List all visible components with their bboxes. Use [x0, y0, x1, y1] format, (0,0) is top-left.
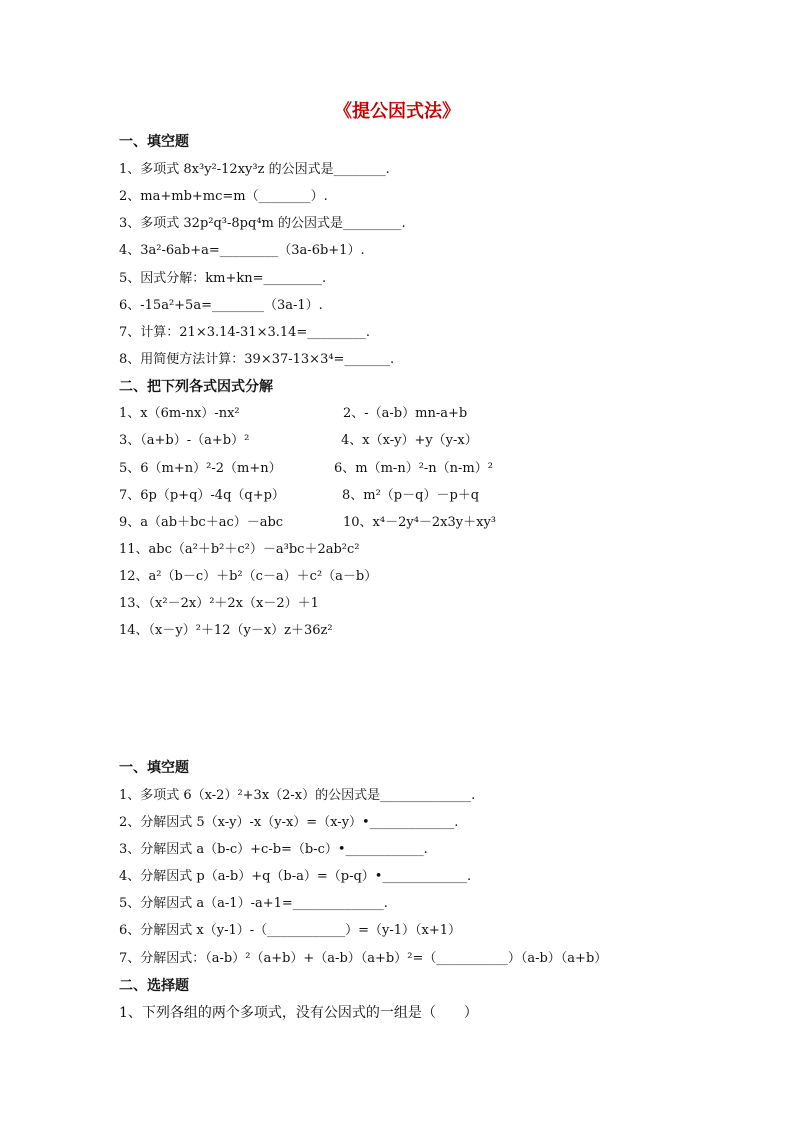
question-item: 12、a²（b－c）＋b²（c－a）＋c²（a－b） [119, 569, 378, 584]
question-item: 3、（a+b）-（a+b）² [119, 433, 250, 448]
question-item: 5、6（m+n）²-2（m+n） [119, 461, 282, 476]
question-item: 1、多项式 8x³y²-12xy³z 的公因式是________. [119, 162, 390, 177]
question-item: 13、（x²－2x）²＋2x（x－2）＋1 [119, 596, 319, 611]
question-item: 8、用简便方法计算：39×37-13×3⁴=_______. [119, 352, 395, 367]
question-item: 7、计算：21×3.14-31×3.14=_________. [119, 325, 370, 340]
question-item: 1、多项式 6（x-2）²+3x（2-x）的公因式是______________. [119, 788, 476, 803]
question-item: 3、多项式 32p²q³-8pq⁴m 的公因式是_________. [119, 216, 406, 231]
question-item: 5、分解因式 a（a-1）-a+1=______________. [119, 896, 388, 911]
section-heading: 二、选择题 [119, 978, 189, 994]
question-item: 1、x（6m-nx）-nx² [119, 406, 240, 421]
question-item: 3、分解因式 a（b-c）+c-b=（b-c）•____________. [119, 842, 428, 857]
question-item: 4、x（x-y）+y（y-x） [341, 433, 478, 448]
question-item: 8、m²（p－q）－p＋q [342, 488, 480, 503]
question-item: 1、下列各组的两个多项式，没有公因式的一组是（ ） [119, 1005, 478, 1021]
question-item: 10、x⁴－2y⁴－2x3y＋xy³ [343, 515, 497, 530]
question-item: 5、因式分解：km+kn=_________. [119, 271, 327, 286]
question-item: 7、分解因式：（a-b）²（a+b）+（a-b）（a+b）²=（___________）（a-b）（a+b） [119, 951, 608, 966]
question-item: 14、（x－y）²＋12（y－x）z＋36z² [119, 623, 333, 638]
page-title: 《提公因式法》 [334, 101, 460, 122]
question-item: 2、分解因式 5（x-y）-x（y-x）=（x-y）•_____________. [119, 815, 459, 830]
question-item: 6、-15a²+5a=________（3a-1）. [119, 298, 323, 313]
question-item: 6、m（m-n）²-n（n-m）² [334, 461, 493, 476]
section-heading: 二、把下列各式因式分解 [119, 379, 273, 395]
question-item: 9、a（ab＋bc＋ac）－abc [119, 515, 284, 530]
section-heading: 一、填空题 [119, 134, 189, 150]
question-item: 4、分解因式 p（a-b）+q（b-a）=（p-q）•_____________. [119, 869, 472, 884]
question-item: 7、6p（p+q）-4q（q+p） [119, 488, 285, 503]
question-item: 2、-（a-b）mn-a+b [343, 406, 468, 421]
question-item: 4、3a²-6ab+a=_________（3a-6b+1）. [119, 243, 365, 258]
question-item: 6、分解因式 x（y-1）-（____________）=（y-1）（x+1） [119, 923, 462, 938]
question-item: 11、abc（a²＋b²＋c²）－a³bc＋2ab²c² [119, 542, 360, 557]
question-item: 2、ma+mb+mc=m（________）. [119, 189, 328, 204]
section-heading: 一、填空题 [119, 760, 189, 776]
